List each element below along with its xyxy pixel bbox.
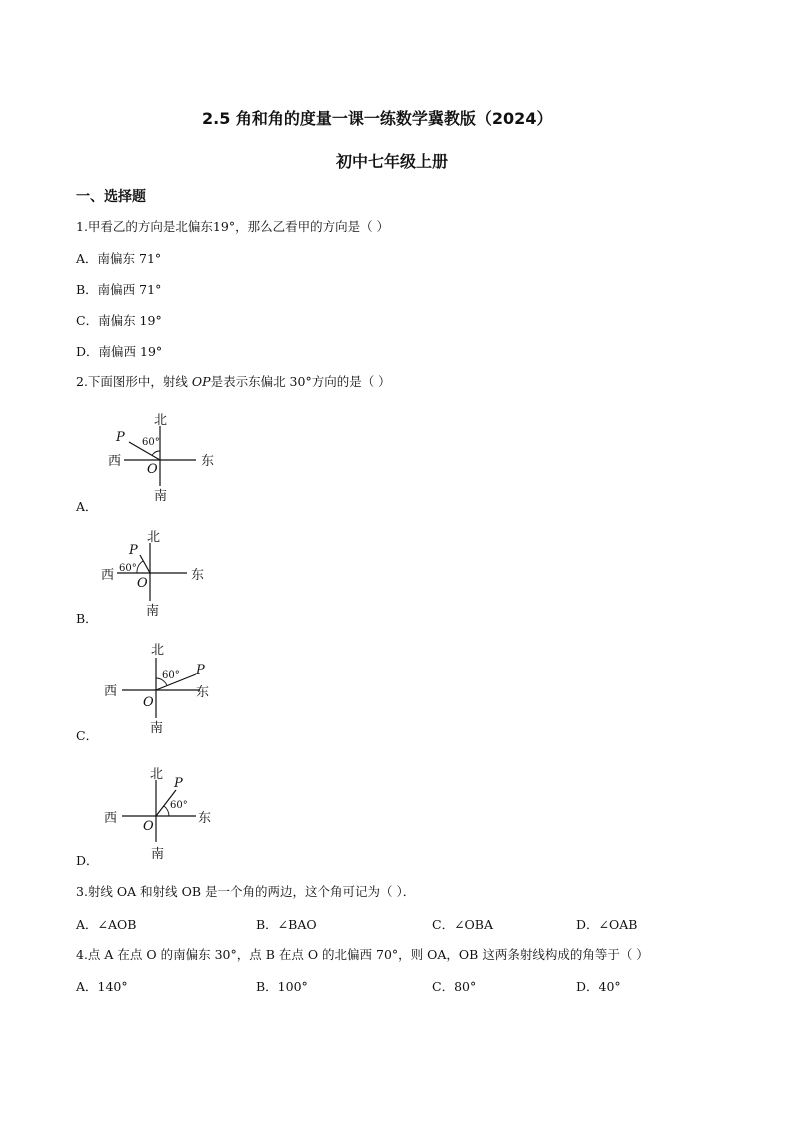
diagram-b-origin-label: O xyxy=(137,576,148,591)
diagram-d-west-label: 西 xyxy=(104,811,118,826)
diagram-d-north-label: 北 xyxy=(150,767,164,782)
question-2-stem-var: OP xyxy=(191,374,211,389)
question-1-option-b: B．南偏西 71° xyxy=(76,282,162,297)
diagram-option-d xyxy=(100,762,230,862)
diagram-c-point-label: P xyxy=(196,663,205,678)
diagram-a-angle-label: 60° xyxy=(142,437,160,448)
diagram-d-point-label: P xyxy=(174,776,183,791)
diagram-b-east-label: 东 xyxy=(191,568,205,583)
diagram-d-east-label: 东 xyxy=(198,811,212,826)
diagram-option-c xyxy=(100,638,230,738)
diagram-a-west-label: 西 xyxy=(108,454,122,469)
diagram-a-angle-arc xyxy=(152,451,160,456)
question-1-option-d: D．南偏西 19° xyxy=(76,344,163,359)
question-2-option-c: C． xyxy=(76,728,99,743)
question-3-stem: 3.射线 OA 和射线 OB 是一个角的两边，这个角可记为（ ）． xyxy=(76,884,416,899)
question-2-stem xyxy=(76,372,391,390)
diagram-d-angle-label: 60° xyxy=(170,800,188,811)
diagram-a-origin-label: O xyxy=(147,462,158,477)
diagram-c-angle-label: 60° xyxy=(162,670,180,681)
question-4-option-b: B．100° xyxy=(256,979,308,994)
question-1-option-c: C．南偏东 19° xyxy=(76,313,162,328)
question-3-option-b: B．∠BAO xyxy=(256,917,317,932)
question-1-stem: 1.甲看乙的方向是北偏东19°，那么乙看甲的方向是（ ） xyxy=(76,219,390,234)
diagram-b-angle-arc xyxy=(137,561,143,573)
page-title: 2.5 角和角的度量一课一练数学冀教版（2024） xyxy=(202,109,553,128)
diagram-b-ray-op xyxy=(140,555,150,573)
diagram-c-origin-label: O xyxy=(143,695,154,710)
question-2-option-a: A． xyxy=(76,499,98,514)
diagram-d-south-label: 南 xyxy=(151,847,165,862)
diagram-option-b xyxy=(95,525,225,620)
question-4-option-d: D．40° xyxy=(576,979,621,994)
question-3-option-d: D．∠OAB xyxy=(576,917,638,932)
diagram-a-east-label: 东 xyxy=(201,454,215,469)
question-4-option-a: A．140° xyxy=(76,979,128,994)
question-3-option-c: C．∠OBA xyxy=(432,917,493,932)
section-heading: 一、选择题 xyxy=(76,189,146,205)
question-4-option-c: C．80° xyxy=(432,979,477,994)
diagram-c-west-label: 西 xyxy=(104,684,118,699)
diagram-option-a xyxy=(100,410,230,505)
question-2-stem-pre: 2.下面图形中，射线 xyxy=(76,374,192,389)
question-2-stem-post: 是表示东偏北 30°方向的是（ ） xyxy=(210,374,391,389)
diagram-a-north-label: 北 xyxy=(154,413,168,428)
diagram-a-point-label: P xyxy=(116,430,125,445)
diagram-b-angle-label: 60° xyxy=(119,563,137,574)
question-1-option-a: A．南偏东 71° xyxy=(76,251,162,266)
diagram-c-south-label: 南 xyxy=(150,721,164,736)
diagram-c-north-label: 北 xyxy=(151,643,165,658)
diagram-a-south-label: 南 xyxy=(154,489,168,504)
question-2-option-b: B． xyxy=(76,611,98,626)
question-3-option-a: A．∠AOB xyxy=(76,917,137,932)
question-4-stem: 4.点 A 在点 O 的南偏东 30°，点 B 在点 O 的北偏西 70°，则 OA，OB 这两条射线构成的角等于（ ） xyxy=(76,947,649,962)
diagram-b-west-label: 西 xyxy=(101,568,115,583)
diagram-b-point-label: P xyxy=(129,543,138,558)
diagram-c-east-label: 东 xyxy=(196,685,210,700)
diagram-d-angle-arc xyxy=(164,806,169,816)
diagram-b-south-label: 南 xyxy=(146,604,160,619)
page-subtitle: 初中七年级上册 xyxy=(336,152,449,171)
diagram-b-north-label: 北 xyxy=(147,530,161,545)
question-2-option-d: D． xyxy=(76,853,99,868)
diagram-d-origin-label: O xyxy=(143,819,154,834)
